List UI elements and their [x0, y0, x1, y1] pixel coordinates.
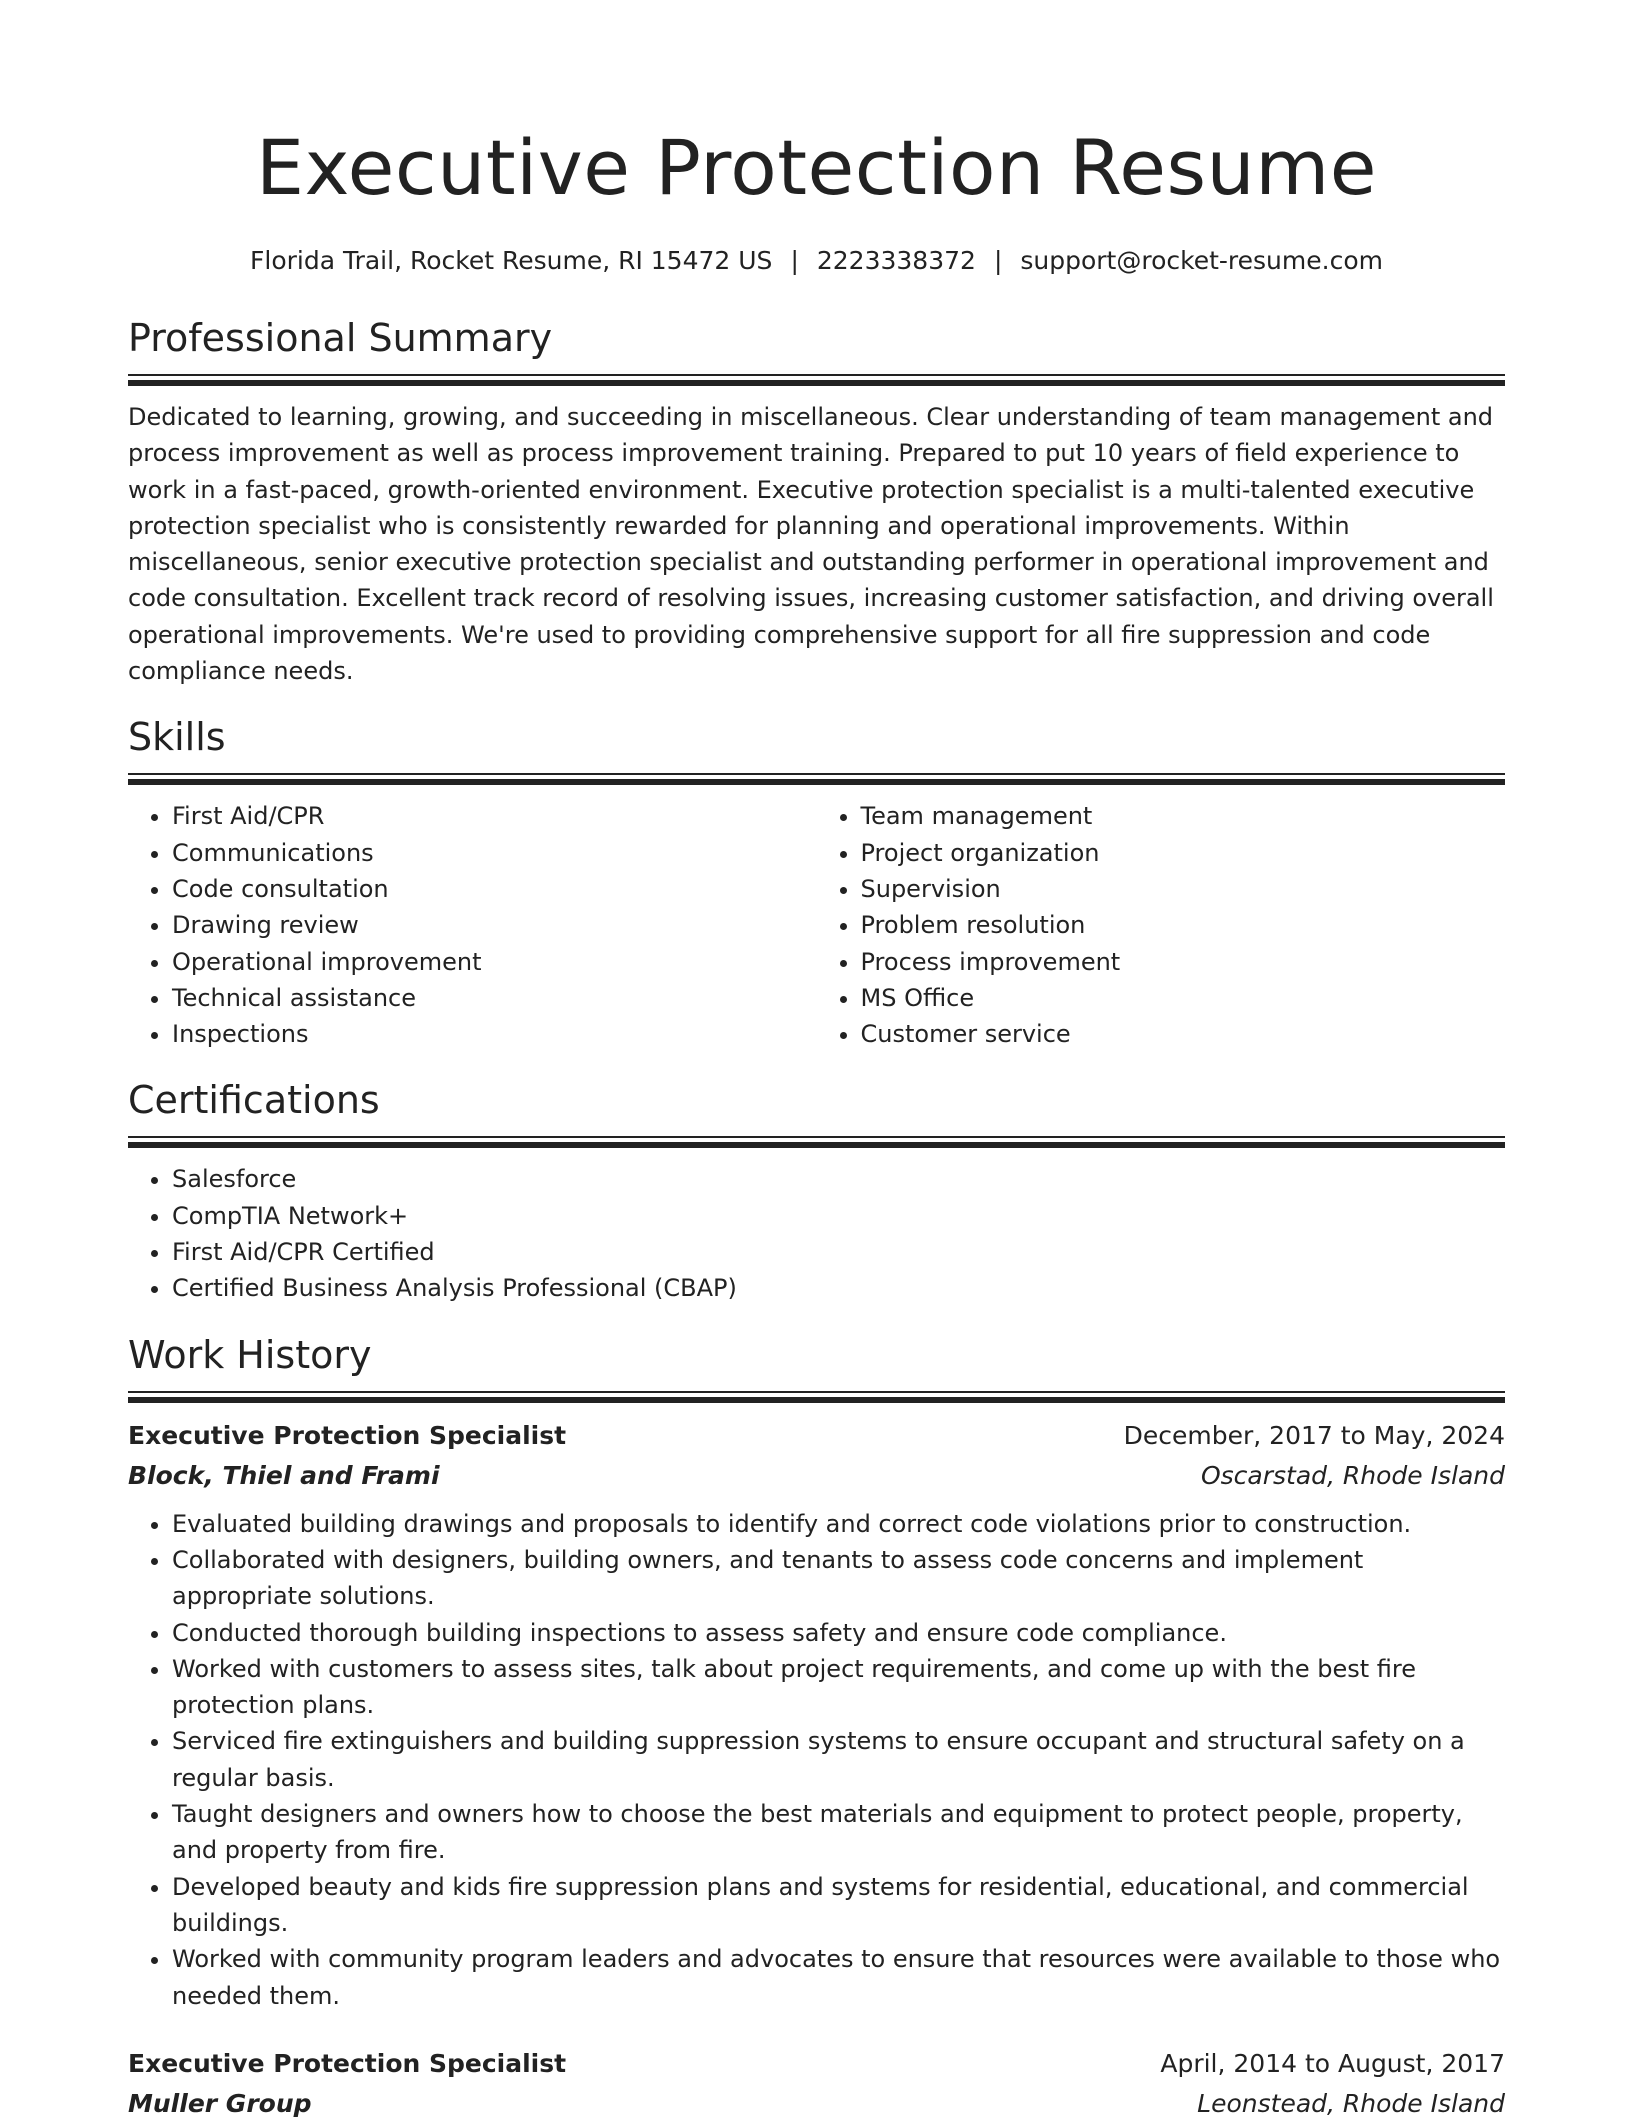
job-duty-item: • Evaluated building drawings and proposals to identify and correct code violations prior to construction.: [172, 1506, 1505, 1542]
certifications-heading: Certifications: [128, 1078, 380, 1123]
contact-email: support@rocket-resume.com: [1020, 246, 1383, 275]
skill-item: • Inspections: [172, 1016, 817, 1052]
job-location: Oscarstad, Rhode Island: [1200, 1460, 1505, 1490]
job-company: Block, Thiel and Frami: [128, 1460, 440, 1490]
job-dates: April, 2014 to August, 2017: [1160, 2048, 1505, 2078]
job-duty-item: • Worked with customers to assess sites, talk about project requirements, and come up with the best fire protection plans.: [172, 1651, 1505, 1724]
section-divider: [128, 773, 1505, 784]
contact-line: [128, 244, 1505, 278]
job-duty-item: • Collaborated with designers, building owners, and tenants to assess code concerns and implement appropriate solutions.: [172, 1542, 1505, 1615]
job-duty-item: • Conducted thorough building inspections to assess safety and ensure code compliance.: [172, 1615, 1505, 1651]
skill-item: • Team management: [861, 798, 1506, 834]
skill-item: • First Aid/CPR: [172, 798, 817, 834]
certifications-list: [128, 1161, 1505, 1306]
contact-address: Florida Trail, Rocket Resume, RI 15472 US: [250, 246, 773, 275]
skill-item: • Process improvement: [861, 944, 1506, 980]
certification-item: • CompTIA Network+: [172, 1198, 1505, 1234]
skill-item: • Communications: [172, 835, 817, 871]
summary-section: [128, 314, 1505, 689]
work-history-section: [128, 1331, 1505, 2124]
job-title: Executive Protection Specialist: [128, 1420, 567, 1450]
job-duties-list: [128, 1506, 1505, 2014]
skills-list-right: [817, 798, 1506, 1052]
job-entry: [128, 1416, 1505, 2014]
skill-item: • Drawing review: [172, 907, 817, 943]
job-title-row: [128, 1416, 1505, 1456]
skill-item: • Problem resolution: [861, 907, 1506, 943]
job-location: Leonstead, Rhode Island: [1197, 2088, 1505, 2118]
job-title: Executive Protection Specialist: [128, 2048, 567, 2078]
skill-item: • Supervision: [861, 871, 1506, 907]
job-duty-item: • Taught designers and owners how to choose the best materials and equipment to protect people, property, and property from fire.: [172, 1796, 1505, 1869]
skill-item: • Code consultation: [172, 871, 817, 907]
certification-item: • Certified Business Analysis Professional (CBAP): [172, 1270, 1505, 1306]
section-divider: [128, 374, 1505, 385]
skill-item: • Technical assistance: [172, 980, 817, 1016]
section-divider: [128, 1391, 1505, 1402]
certifications-section: [128, 1076, 1505, 1306]
job-title-row: [128, 2044, 1505, 2084]
job-company-row: [128, 2084, 1505, 2124]
contact-phone: 2223338372: [816, 246, 976, 275]
resume-title: Executive Protection Resume: [255, 123, 1378, 212]
job-company: Muller Group: [128, 2088, 312, 2118]
summary-heading: Professional Summary: [128, 316, 553, 360]
skill-item: • Customer service: [861, 1016, 1506, 1052]
job-duty-item: • Serviced fire extinguishers and building suppression systems to ensure occupant and structural safety on a regular basis.: [172, 1723, 1505, 1796]
skills-section: [128, 713, 1505, 1052]
contact-separator: |: [993, 246, 1003, 275]
certification-item: • Salesforce: [172, 1161, 1505, 1197]
skills-heading: Skills: [128, 715, 226, 760]
certification-item: • First Aid/CPR Certified: [172, 1234, 1505, 1270]
skill-item: • Project organization: [861, 835, 1506, 871]
job-duty-item: • Worked with community program leaders and advocates to ensure that resources were available to those who needed them.: [172, 1941, 1505, 2014]
contact-separator: |: [790, 246, 799, 275]
skill-item: • Operational improvement: [172, 944, 817, 980]
skills-columns: [128, 784, 1505, 1052]
summary-text: Dedicated to learning, growing, and succeeding in miscellaneous. Clear understanding of team management and process improvement as well as process improvement training. Prepared to put 10 years of field experience to work in a fast-paced, growth-oriented environment. Executive protection specialist is a multi-talented executive protection specialist who is consistently rewarded for planning and operational improvements. Within miscellaneous, senior executive protection specialist and outstanding performer in operational improvement and code consultation. Excellent track record of resolving issues, increasing customer satisfaction, and driving overall operational improvements. We're used to providing comprehensive support for all fire suppression and code compliance needs.: [128, 403, 1494, 686]
job-company-row: [128, 1456, 1505, 1496]
work-history-heading: Work History: [128, 1332, 372, 1377]
job-dates: December, 2017 to May, 2024: [1123, 1420, 1505, 1450]
job-duty-item: • Developed beauty and kids fire suppression plans and systems for residential, educational, and commercial buildings.: [172, 1869, 1505, 1942]
skill-item: • MS Office: [861, 980, 1506, 1016]
section-divider: [128, 1136, 1505, 1147]
skills-list-left: [128, 798, 817, 1052]
